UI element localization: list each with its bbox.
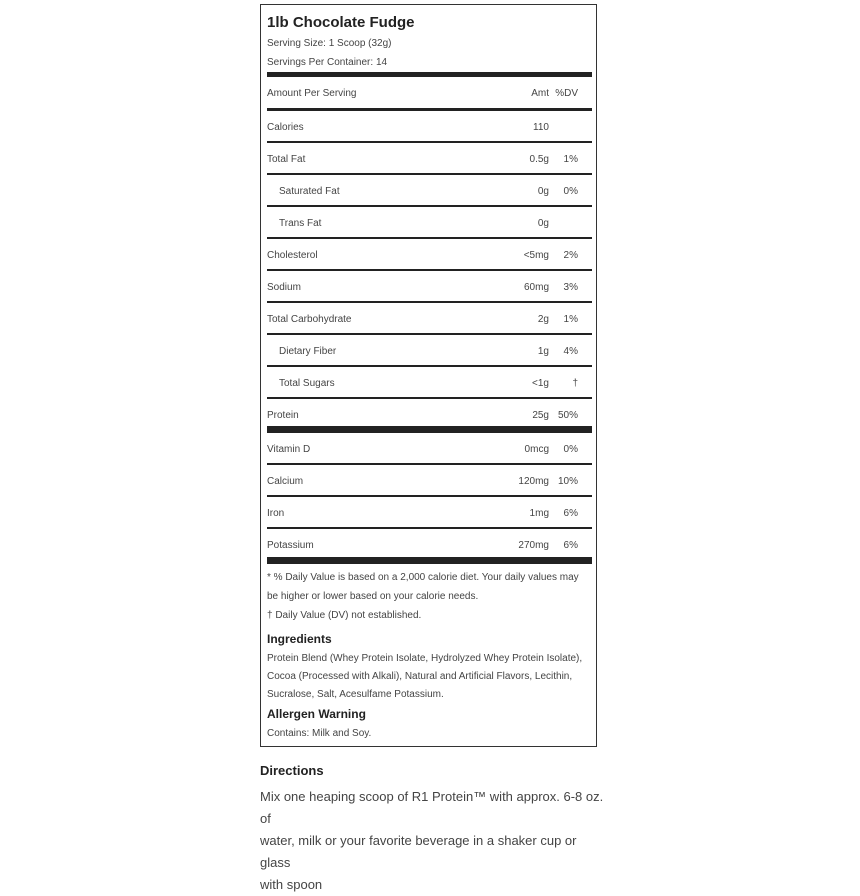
nutrient-label: Total Sugars xyxy=(279,378,335,389)
nutrient-label: Total Fat xyxy=(267,154,306,165)
directions-text xyxy=(260,786,605,896)
dagger-footnote: † Daily Value (DV) not established. xyxy=(267,610,422,621)
nutrient-row xyxy=(267,367,592,399)
vitamin-label: Vitamin D xyxy=(267,444,311,455)
nutrient-amount: 60mg xyxy=(523,282,549,293)
vitamin-dv: 0% xyxy=(563,444,578,455)
vitamin-dv: 10% xyxy=(557,476,578,487)
nutrient-row xyxy=(267,175,592,207)
nutrient-dv: 50% xyxy=(557,410,578,421)
nutrient-label: Protein xyxy=(267,410,299,421)
daily-value-footnote-line1: * % Daily Value is based on a 2,000 calorie diet. Your daily values may xyxy=(267,572,579,583)
nutrient-amount: <5mg xyxy=(523,250,549,261)
vitamin-label: Potassium xyxy=(267,540,314,551)
nutrient-dv: 2% xyxy=(563,250,578,261)
vitamin-row xyxy=(267,497,592,529)
ingredients-line3: Sucralose, Salt, Acesulfame Potassium. xyxy=(267,689,444,700)
nutrient-row xyxy=(267,335,592,367)
nutrient-amount: 2g xyxy=(537,314,549,325)
directions-line1: Mix one heaping scoop of R1 Protein™ with approx. 6-8 oz. of xyxy=(260,789,604,826)
vitamin-dv: 6% xyxy=(563,508,578,519)
column-header-row xyxy=(267,77,592,111)
nutrient-amount: 1g xyxy=(537,346,549,357)
nutrient-label: Trans Fat xyxy=(279,218,322,229)
vitamin-amount: 1mg xyxy=(529,508,549,519)
nutrient-dv: † xyxy=(572,378,578,389)
serving-size: Serving Size: 1 Scoop (32g) xyxy=(267,38,392,49)
vitamin-label: Iron xyxy=(267,508,285,519)
vitamin-amount: 270mg xyxy=(518,540,549,551)
nutrient-dv: 1% xyxy=(563,154,578,165)
nutrient-row xyxy=(267,143,592,175)
nutrient-row xyxy=(267,271,592,303)
ingredients-line1: Protein Blend (Whey Protein Isolate, Hydrolyzed Whey Protein Isolate), xyxy=(267,653,583,664)
vitamin-label: Calcium xyxy=(267,476,304,487)
amt-header: Amt xyxy=(531,88,549,99)
vitamin-row xyxy=(267,433,592,465)
nutrient-row xyxy=(267,239,592,271)
vitamin-row xyxy=(267,465,592,497)
nutrient-amount: 0g xyxy=(537,218,549,229)
directions-line3: with spoon xyxy=(260,877,323,892)
ingredients-line2: Cocoa (Processed with Alkali), Natural and Artificial Flavors, Lecithin, xyxy=(267,671,573,682)
nutrient-label: Sodium xyxy=(267,282,301,293)
product-title: 1lb Chocolate Fudge xyxy=(267,14,415,31)
thick-divider-middle xyxy=(267,426,592,433)
amount-per-serving-label: Amount Per Serving xyxy=(267,88,357,99)
ingredients-heading: Ingredients xyxy=(267,632,332,646)
nutrient-row xyxy=(267,111,592,143)
nutrient-row xyxy=(267,303,592,335)
nutrient-dv: 4% xyxy=(563,346,578,357)
allergen-text: Contains: Milk and Soy. xyxy=(267,728,372,739)
vitamin-dv: 6% xyxy=(563,540,578,551)
nutrition-facts-panel xyxy=(260,4,597,747)
nutrient-row xyxy=(267,207,592,239)
nutrient-label: Dietary Fiber xyxy=(279,346,337,357)
vitamin-amount: 0mcg xyxy=(524,444,549,455)
thick-divider-bottom xyxy=(267,557,592,564)
vitamin-amount: 120mg xyxy=(518,476,549,487)
nutrient-label: Calories xyxy=(267,122,304,133)
nutrient-amount: 110 xyxy=(533,122,549,133)
daily-value-footnote-line2: be higher or lower based on your calorie needs. xyxy=(267,591,479,602)
nutrient-dv: 1% xyxy=(563,314,578,325)
nutrient-amount: 25g xyxy=(532,410,549,421)
directions-heading: Directions xyxy=(260,763,324,778)
nutrient-label: Saturated Fat xyxy=(279,186,340,197)
nutrient-amount: 0g xyxy=(537,186,549,197)
nutrient-amount: 0.5g xyxy=(529,154,549,165)
nutrient-label: Cholesterol xyxy=(267,250,318,261)
directions-line2: water, milk or your favorite beverage in a shaker cup or glass xyxy=(260,833,577,870)
nutrient-amount: <1g xyxy=(532,378,549,389)
allergen-heading: Allergen Warning xyxy=(267,707,366,721)
dv-header: %DV xyxy=(555,88,578,99)
nutrient-dv: 0% xyxy=(563,186,578,197)
servings-per-container: Servings Per Container: 14 xyxy=(267,57,388,68)
nutrient-dv: 3% xyxy=(563,282,578,293)
nutrient-label: Total Carbohydrate xyxy=(267,314,352,325)
